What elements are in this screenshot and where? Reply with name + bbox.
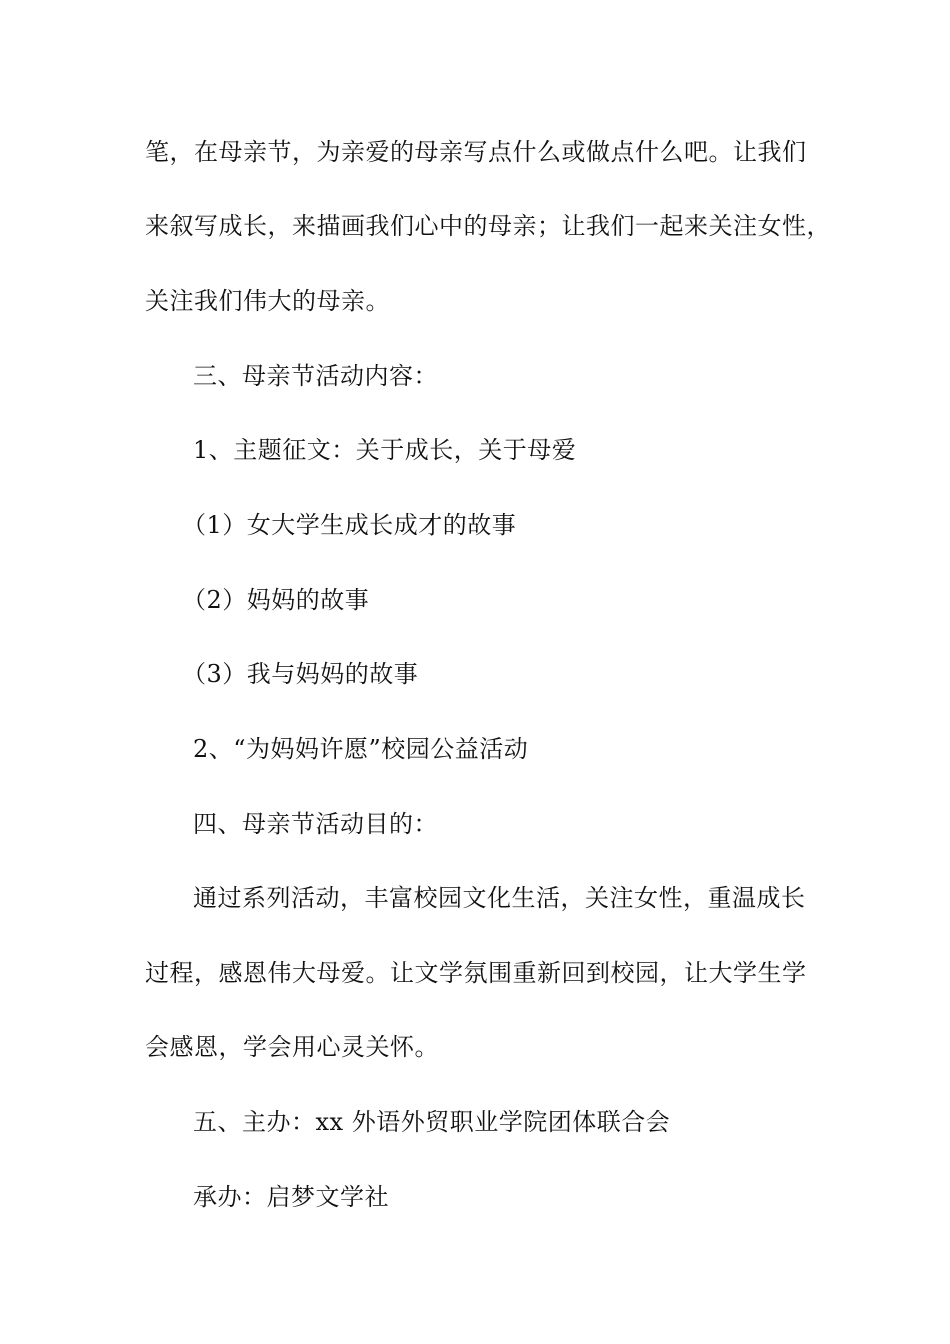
sub-list-item: （1）女大学生成长成才的故事	[182, 511, 517, 539]
section-heading: 三、母亲节活动内容：	[193, 362, 438, 390]
sub-list-item: （3）我与妈妈的故事	[182, 660, 419, 688]
paragraph-line: 来叙写成长，来描画我们心中的母亲；让我们一起来关注女性，	[145, 212, 831, 240]
list-item: 2、“为妈妈许愿”校园公益活动	[193, 735, 529, 763]
section-heading: 四、母亲节活动目的：	[193, 810, 438, 838]
paragraph-line: 通过系列活动，丰富校园文化生活，关注女性，重温成长	[193, 884, 806, 912]
sub-list-item: （2）妈妈的故事	[182, 586, 370, 614]
paragraph-line: 笔，在母亲节，为亲爱的母亲写点什么或做点什么吧。让我们	[145, 138, 807, 166]
paragraph-line: 会感恩，学会用心灵关怀。	[145, 1033, 439, 1061]
list-item: 1、主题征文：关于成长，关于母爱	[193, 436, 577, 464]
section-heading: 五、主办：xx 外语外贸职业学院团体联合会	[193, 1108, 671, 1136]
paragraph-line: 过程，感恩伟大母爱。让文学氛围重新回到校园，让大学生学	[145, 959, 807, 987]
organizer-line: 承办：启梦文学社	[193, 1183, 389, 1211]
paragraph-line: 关注我们伟大的母亲。	[145, 287, 390, 315]
